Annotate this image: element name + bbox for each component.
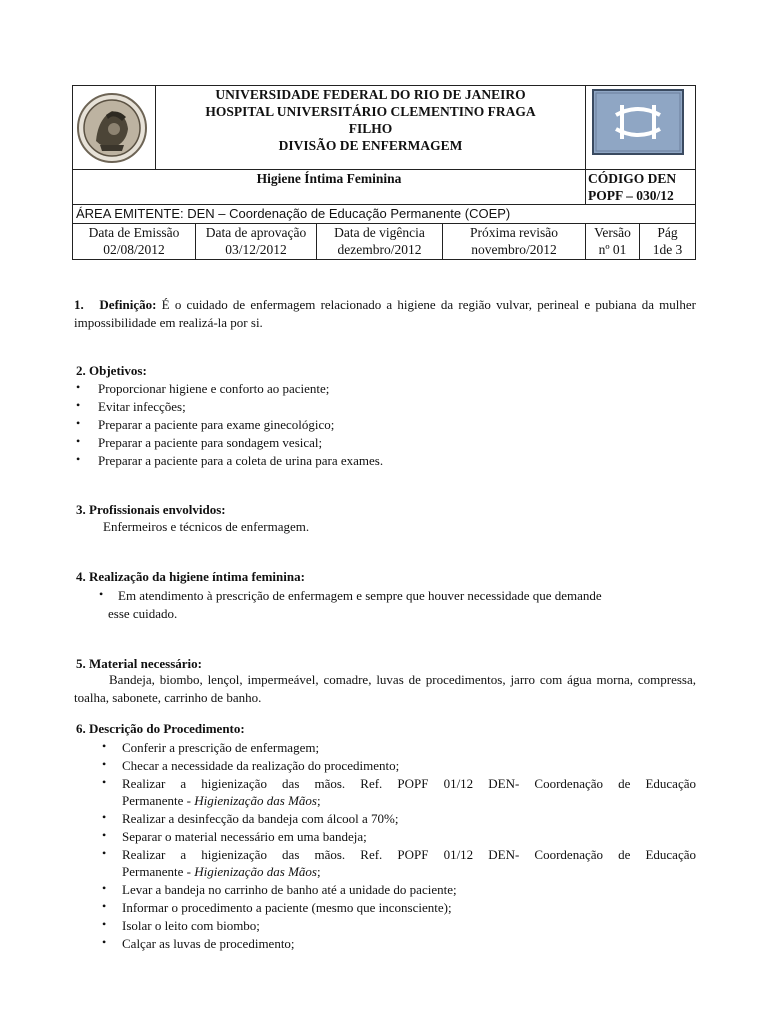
bullet-icon: • xyxy=(102,917,107,931)
code-cell xyxy=(585,169,696,205)
bullet-icon: • xyxy=(76,416,81,430)
code-value: POPF – 030/12 xyxy=(588,188,674,203)
bullet-icon: • xyxy=(76,398,81,412)
s1-text: É o cuidado de enfermagem relacionado a higiene da região vulvar, perineal e pubiana da mulher impossibilidade em realizá-la por si. xyxy=(74,297,697,330)
meta-cell-revisao xyxy=(442,223,586,260)
institution-line-3: FILHO xyxy=(348,121,393,136)
s6-item-cont-prefix: Permanente - xyxy=(122,793,195,808)
title-cell xyxy=(72,169,586,205)
s2-item: Proporcionar higiene e conforto ao paciente; xyxy=(98,381,330,396)
meta-label-revisao: Próxima revisão xyxy=(469,225,559,240)
institution-cell xyxy=(155,85,586,170)
bullet-icon: • xyxy=(102,935,107,949)
s2-item: Evitar infecções; xyxy=(98,399,186,414)
right-logo-cell xyxy=(585,85,696,170)
meta-value-emissao: 02/08/2012 xyxy=(103,242,165,257)
s6-title: 6. Descrição do Procedimento: xyxy=(76,721,245,736)
meta-value-pag: 1de 3 xyxy=(652,242,683,257)
meta-value-vigencia: dezembro/2012 xyxy=(337,242,422,257)
s6-item: Isolar o leito com biombo; xyxy=(122,918,260,933)
s6-item: Realizar a higienização das mãos. Ref. POPF 01/12 DEN- Coordenação de Educação xyxy=(122,776,696,791)
s6-item: Separar o material necessário em uma bandeja; xyxy=(122,829,367,844)
s6-item-cont-italic: Higienização das Mãos xyxy=(194,864,317,879)
university-seal-logo-icon xyxy=(76,91,148,165)
s2-item: Preparar a paciente para sondagem vesical; xyxy=(98,435,323,450)
hospital-logo-icon xyxy=(592,89,684,155)
meta-cell-versao xyxy=(585,223,640,260)
bullet-icon: • xyxy=(102,757,107,771)
s3-text: Enfermeiros e técnicos de enfermagem. xyxy=(103,519,310,534)
institution-line-1: UNIVERSIDADE FEDERAL DO RIO DE JANEIRO xyxy=(215,87,526,102)
s6-item: Levar a bandeja no carrinho de banho até a unidade do paciente; xyxy=(122,882,457,897)
meta-cell-emissao xyxy=(72,223,196,260)
s1-number: 1. xyxy=(74,297,84,312)
bullet-icon: • xyxy=(76,452,81,466)
s6-item-cont xyxy=(122,792,321,810)
meta-label-vigencia: Data de vigência xyxy=(334,225,425,240)
meta-value-versao: nº 01 xyxy=(598,242,627,257)
meta-label-aprovacao: Data de aprovação xyxy=(205,225,307,240)
s6-item: Realizar a desinfecção da bandeja com álcool a 70%; xyxy=(122,811,399,826)
bullet-icon: • xyxy=(99,587,104,601)
s6-item-cont-suffix: ; xyxy=(316,793,321,808)
s2-title: 2. Objetivos: xyxy=(76,363,147,378)
meta-value-aprovacao: 03/12/2012 xyxy=(225,242,287,257)
s6-item: Realizar a higienização das mãos. Ref. POPF 01/12 DEN- Coordenação de Educação xyxy=(122,847,696,862)
header-table xyxy=(72,85,696,260)
s6-item-cont-suffix: ; xyxy=(316,864,321,879)
s2-item: Preparar a paciente para exame ginecológico; xyxy=(98,417,335,432)
code-label: CÓDIGO DEN xyxy=(588,171,677,186)
s6-item-cont-italic: Higienização das Mãos xyxy=(194,793,317,808)
bullet-icon: • xyxy=(76,380,81,394)
s6-item: Informar o procedimento a paciente (mesmo que inconsciente); xyxy=(122,900,452,915)
s3-title: 3. Profissionais envolvidos: xyxy=(76,502,226,517)
meta-label-emissao: Data de Emissão xyxy=(88,225,180,240)
s6-item-cont-prefix: Permanente - xyxy=(122,864,195,879)
section-definicao xyxy=(74,296,696,332)
left-logo-cell xyxy=(72,85,156,170)
meta-label-pag: Pág xyxy=(657,225,678,240)
document-title: Higiene Íntima Feminina xyxy=(256,171,402,186)
bullet-icon: • xyxy=(102,846,107,860)
bullet-icon: • xyxy=(102,828,107,842)
meta-cell-pag xyxy=(639,223,696,260)
bullet-icon: • xyxy=(102,810,107,824)
s4-item-line-2: esse cuidado. xyxy=(108,606,178,621)
s2-item: Preparar a paciente para a coleta de urina para exames. xyxy=(98,453,384,468)
institution-line-2: HOSPITAL UNIVERSITÁRIO CLEMENTINO FRAGA xyxy=(205,104,536,119)
bullet-icon: • xyxy=(102,881,107,895)
area-emitente: ÁREA EMITENTE: DEN – Coordenação de Educação Permanente (COEP) xyxy=(76,206,511,221)
meta-cell-aprovacao xyxy=(195,223,317,260)
area-cell xyxy=(72,204,696,224)
s1-title: Definição: xyxy=(99,297,157,312)
bullet-icon: • xyxy=(76,434,81,448)
bullet-icon: • xyxy=(102,775,107,789)
s5-text: Bandeja, biombo, lençol, impermeável, comadre, luvas de procedimentos, jarro com água morna, compressa, toalha, sabonete, carrinho de banho. xyxy=(74,672,696,705)
s6-item: Calçar as luvas de procedimento; xyxy=(122,936,295,951)
s5-title: 5. Material necessário: xyxy=(76,656,202,671)
meta-cell-vigencia xyxy=(316,223,443,260)
s6-item: Conferir a prescrição de enfermagem; xyxy=(122,740,320,755)
s6-item: Checar a necessidade da realização do procedimento; xyxy=(122,758,400,773)
meta-value-revisao: novembro/2012 xyxy=(471,242,557,257)
bullet-icon: • xyxy=(102,899,107,913)
s4-item-line-1: Em atendimento à prescrição de enfermagem e sempre que houver necessidade que demande xyxy=(118,588,602,603)
bullet-icon: • xyxy=(102,739,107,753)
s6-item-cont xyxy=(122,863,321,881)
meta-label-versao: Versão xyxy=(594,225,631,240)
institution-line-4: DIVISÃO DE ENFERMAGEM xyxy=(278,138,463,153)
s4-title: 4. Realização da higiene íntima feminina: xyxy=(76,569,305,584)
